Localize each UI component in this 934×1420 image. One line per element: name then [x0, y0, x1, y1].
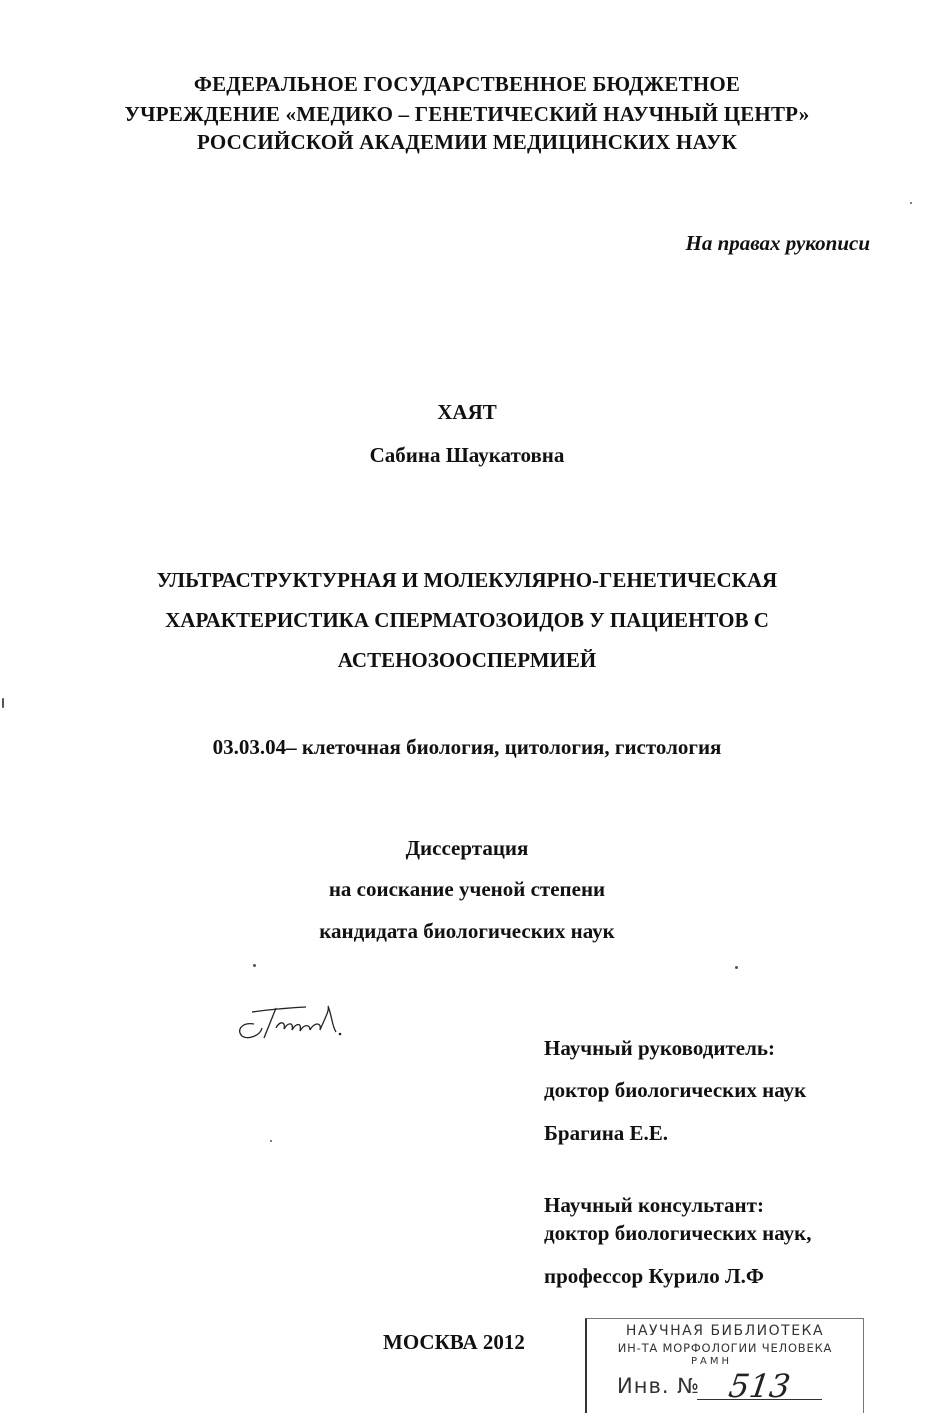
institution-line-3: РОССИЙСКОЙ АКАДЕМИИ МЕДИЦИНСКИХ НАУК — [196, 130, 738, 154]
degree-line-3: кандидата биологических наук — [319, 919, 615, 943]
stamp-line-1: НАУЧНАЯ БИБЛИОТЕКА — [625, 1323, 825, 1339]
scan-speck — [2, 698, 4, 708]
title-line-1: УЛЬТРАСТРУКТУРНАЯ И МОЛЕКУЛЯРНО-ГЕНЕТИЧЕСКАЯ — [156, 568, 778, 592]
supervisor-label: Научный руководитель: — [544, 1036, 775, 1060]
handwritten-signature — [232, 998, 362, 1044]
manuscript-note: На правах рукописи — [685, 231, 870, 255]
author-surname: ХАЯТ — [437, 400, 497, 424]
institution-line-2: УЧРЕЖДЕНИЕ «МЕДИКО – ГЕНЕТИЧЕСКИЙ НАУЧНЫЙ ЦЕНТР» — [124, 102, 810, 126]
institution-line-1: ФЕДЕРАЛЬНОЕ ГОСУДАРСТВЕННОЕ БЮДЖЕТНОЕ — [193, 72, 741, 96]
consultant-label: Научный консультант: — [544, 1193, 764, 1217]
consultant-degree: доктор биологических наук, — [544, 1221, 812, 1245]
specialty-code: 03.03.04– клеточная биология, цитология, гистология — [212, 735, 722, 759]
supervisor-degree: доктор биологических наук — [544, 1078, 807, 1102]
consultant-name: профессор Курило Л.Ф — [544, 1264, 764, 1288]
library-stamp — [585, 1318, 864, 1413]
supervisor-name: Брагина Е.Е. — [544, 1121, 669, 1145]
title-line-2: ХАРАКТЕРИСТИКА СПЕРМАТОЗОИДОВ У ПАЦИЕНТОВ С — [165, 608, 769, 632]
city-year: МОСКВА 2012 — [383, 1330, 525, 1354]
inventory-label: Инв. № — [617, 1374, 701, 1398]
degree-line-1: Диссертация — [405, 836, 529, 860]
scan-speck — [270, 1140, 272, 1142]
scan-speck — [253, 964, 256, 967]
stamp-line-2: ИН-ТА МОРФОЛОГИИ ЧЕЛОВЕКА — [617, 1341, 833, 1355]
author-given-names: Сабина Шаукатовна — [369, 443, 565, 467]
degree-line-2: на соискание ученой степени — [328, 877, 606, 901]
title-line-3: АСТЕНОЗООСПЕРМИЕЙ — [337, 648, 597, 672]
scan-speck — [735, 966, 738, 969]
inventory-number: 513 — [726, 1367, 793, 1405]
stamp-line-3: РАМН — [691, 1356, 733, 1367]
scan-speck — [910, 202, 912, 204]
